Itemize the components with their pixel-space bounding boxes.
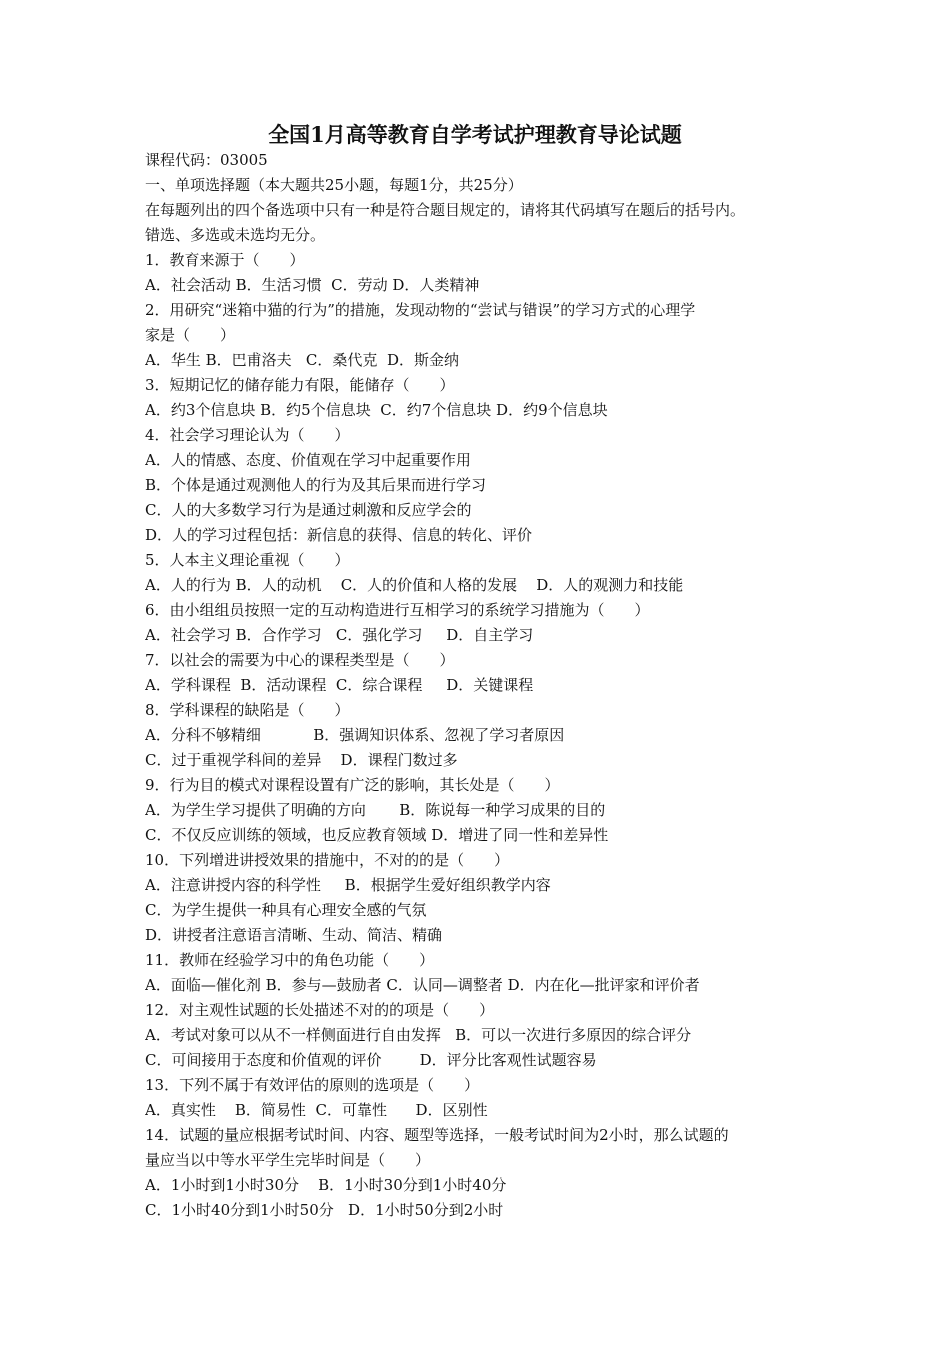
text-line: A．面临—催化剂 B．参与—鼓励者 C．认同—调整者 D．内在化—批评家和评价者: [145, 976, 700, 994]
text-line: D．讲授者注意语言清晰、生动、简洁、精确: [145, 926, 443, 944]
text-line: A．考试对象可以从不一样侧面进行自由发挥 B．可以一次进行多原因的综合评分: [145, 1026, 692, 1044]
text-line: 13．下列不属于有效评估的原则的选项是（ ）: [145, 1076, 480, 1094]
text-line: 4．社会学习理论认为（ ）: [145, 426, 350, 444]
text-line: 5．人本主义理论重视（ ）: [145, 551, 350, 569]
text-line: 7．以社会的需要为中心的课程类型是（ ）: [145, 651, 455, 669]
text-line: 3．短期记忆的储存能力有限，能储存（ ）: [145, 376, 455, 394]
text-line: C．过于重视学科间的差异 D．课程门数过多: [145, 751, 458, 769]
text-line: 量应当以中等水平学生完毕时间是（ ）: [145, 1151, 431, 1169]
text-line: 9．行为目的模式对课程设置有广泛的影响，其长处是（ ）: [145, 776, 560, 794]
text-line: C．可间接用于态度和价值观的评价 D．评分比客观性试题容易: [145, 1051, 597, 1069]
text-line: A．社会活动 B．生活习惯 C．劳动 D．人类精神: [145, 276, 480, 294]
text-line: 一、单项选择题（本大题共25小题，每题1分，共25分）: [145, 176, 523, 194]
document-title: 全国1月高等教育自学考试护理教育导论试题: [268, 122, 682, 147]
text-line: C．不仅反应训练的领域，也反应教育领域 D．增进了同一性和差异性: [145, 826, 609, 844]
text-line: A．注意讲授内容的科学性 B．根据学生爱好组织教学内容: [145, 876, 551, 894]
text-line: 14．试题的量应根据考试时间、内容、题型等选择，一般考试时间为2小时，那么试题的: [145, 1126, 729, 1144]
text-line: 2．用研究“迷箱中猫的行为”的措施，发现动物的“尝试与错误”的学习方式的心理学: [145, 301, 696, 319]
text-line: C．为学生提供一种具有心理安全感的气氛: [145, 901, 427, 919]
text-line: A．人的行为 B．人的动机 C．人的价值和人格的发展 D．人的观测力和技能: [145, 576, 684, 594]
text-line: A．真实性 B．简易性 C．可靠性 D．区别性: [145, 1101, 488, 1119]
text-line: 课程代码：03005: [145, 151, 268, 169]
text-line: 错选、多选或未选均无分。: [145, 226, 326, 244]
text-line: 在每题列出的四个备选项中只有一种是符合题目规定的，请将其代码填写在题后的括号内。: [145, 201, 746, 219]
document-body: [145, 148, 825, 1223]
text-line: 10．下列增进讲授效果的措施中，不对的的是（ ）: [145, 851, 510, 869]
text-line: A．学科课程 B．活动课程 C．综合课程 D．关键课程: [145, 676, 534, 694]
text-line: 家是（ ）: [145, 326, 236, 344]
text-line: 11．教师在经验学习中的角色功能（ ）: [145, 951, 435, 969]
text-line: 12．对主观性试题的长处描述不对的的项是（ ）: [145, 1001, 495, 1019]
text-line: A．社会学习 B．合作学习 C．强化学习 D．自主学习: [145, 626, 534, 644]
text-line: 6．由小组组员按照一定的互动构造进行互相学习的系统学习措施为（ ）: [145, 601, 650, 619]
text-line: A．为学生学习提供了明确的方向 B．陈说每一种学习成果的目的: [145, 801, 606, 819]
text-line: C．人的大多数学习行为是通过刺激和反应学会的: [145, 501, 472, 519]
text-line: A．人的情感、态度、价值观在学习中起重要作用: [145, 451, 471, 469]
text-line: A．1小时到1小时30分 B．1小时30分到1小时40分: [145, 1176, 507, 1194]
text-line: A．华生 B．巴甫洛夫 C．桑代克 D．斯金纳: [145, 351, 459, 369]
text-line: B．个体是通过观测他人的行为及其后果而进行学习: [145, 476, 487, 494]
text-line: C．1小时40分到1小时50分 D．1小时50分到2小时: [145, 1201, 504, 1219]
text-line: A．约3个信息块 B．约5个信息块 C．约7个信息块 D．约9个信息块: [145, 401, 608, 419]
text-line: 8．学科课程的缺陷是（ ）: [145, 701, 350, 719]
text-line: 1．教育来源于（ ）: [145, 251, 305, 269]
text-line: A．分科不够精细 B．强调知识体系、忽视了学习者原因: [145, 726, 565, 744]
text-line: D．人的学习过程包括：新信息的获得、信息的转化、评价: [145, 526, 533, 544]
